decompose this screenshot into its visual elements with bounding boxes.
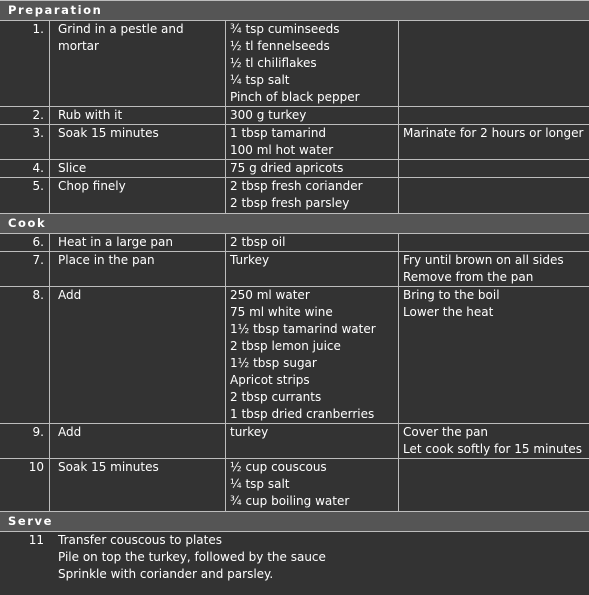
step-action [58, 160, 86, 177]
column-divider [398, 160, 399, 177]
step-number: 3. [32, 126, 44, 140]
step-number: 6. [32, 235, 44, 249]
step-row [0, 424, 589, 459]
step-action-line: Rub with it [58, 108, 123, 122]
column-divider [398, 287, 399, 423]
step-action-line: Chop finely [58, 179, 126, 193]
step-ingredients-line: Pinch of black pepper [230, 90, 360, 104]
step-ingredients-line: 75 ml white wine [230, 305, 333, 319]
step-action-line: Sprinkle with coriander and parsley. [58, 567, 274, 581]
step-ingredients-line: 2 tbsp lemon juice [230, 339, 341, 353]
step-ingredients-line: 2 tbsp oil [230, 235, 286, 249]
step-number: 8. [32, 288, 44, 302]
step-row [0, 125, 589, 160]
section-serve [0, 511, 589, 584]
step-action-line: Transfer couscous to plates [58, 533, 222, 547]
step-ingredients [230, 287, 376, 423]
section-header: Preparation [0, 0, 589, 21]
step-action [58, 287, 81, 304]
column-divider [225, 287, 226, 423]
step-number: 9. [32, 425, 44, 439]
step-action [58, 107, 122, 124]
step-action-line: Soak 15 minutes [58, 126, 159, 140]
step-ingredients-line: 1 tbsp dried cranberries [230, 407, 375, 421]
step-ingredients-line: 1½ tbsp sugar [230, 356, 317, 370]
step-ingredients-line: ¾ cup boiling water [230, 494, 350, 508]
column-divider [49, 424, 50, 458]
step-row [0, 532, 589, 584]
step-notes [403, 252, 564, 286]
step-ingredients [230, 252, 269, 269]
step-notes-line: Fry until brown on all sides [403, 253, 564, 267]
step-number: 4. [32, 161, 44, 175]
step-ingredients-line: 250 ml water [230, 288, 310, 302]
step-row [0, 160, 589, 178]
step-notes [403, 287, 500, 321]
step-ingredients-line: ¼ tsp salt [230, 73, 290, 87]
step-action-line: Grind in a pestle and [58, 22, 184, 36]
column-divider [225, 178, 226, 213]
step-ingredients [230, 424, 268, 441]
step-notes [403, 424, 582, 458]
step-ingredients-line: Turkey [230, 253, 270, 267]
column-divider [49, 459, 50, 511]
step-action [58, 125, 159, 142]
column-divider [49, 125, 50, 159]
step-action-line: Add [58, 425, 82, 439]
step-notes [403, 125, 583, 142]
step-notes-line: Cover the pan [403, 425, 489, 439]
step-ingredients [230, 178, 363, 212]
step-ingredients-line: 2 tbsp currants [230, 390, 322, 404]
step-notes-line: Marinate for 2 hours or longer [403, 126, 584, 140]
step-ingredients [230, 459, 349, 510]
section-cook [0, 213, 589, 511]
step-ingredients-line: Apricot strips [230, 373, 310, 387]
step-ingredients-line: 1½ tbsp tamarind water [230, 322, 376, 336]
column-divider [49, 234, 50, 251]
step-ingredients-line: ¼ tsp salt [230, 477, 290, 491]
step-action-line: mortar [58, 39, 99, 53]
column-divider [49, 21, 50, 106]
step-action-line: Pile on top the turkey, followed by the sauce [58, 550, 326, 564]
step-action [58, 21, 184, 55]
step-ingredients-line: ½ tl fennelseeds [230, 39, 330, 53]
column-divider [225, 21, 226, 106]
step-ingredients [230, 160, 343, 177]
step-notes-line: Let cook softly for 15 minutes [403, 442, 582, 456]
column-divider [225, 107, 226, 124]
column-divider [398, 125, 399, 159]
column-divider [49, 160, 50, 177]
step-ingredients [230, 125, 333, 159]
step-ingredients-line: 2 tbsp fresh parsley [230, 196, 350, 210]
step-number: 10 [28, 460, 44, 474]
step-ingredients-line: 2 tbsp fresh coriander [230, 179, 363, 193]
column-divider [398, 107, 399, 124]
step-number: 1. [32, 22, 44, 36]
step-action [58, 424, 81, 441]
step-ingredients-line: 75 g dried apricots [230, 161, 344, 175]
step-action [58, 532, 326, 583]
step-row [0, 178, 589, 213]
column-divider [398, 234, 399, 251]
step-number: 5. [32, 179, 44, 193]
step-notes-line: Remove from the pan [403, 270, 534, 284]
step-ingredients-line: 300 g turkey [230, 108, 307, 122]
step-row [0, 21, 589, 107]
step-ingredients-line: ½ tl chiliflakes [230, 56, 317, 70]
column-divider [225, 234, 226, 251]
column-divider [225, 125, 226, 159]
step-number: 11 [28, 533, 44, 547]
step-number: 2. [32, 108, 44, 122]
column-divider [398, 178, 399, 213]
step-action-line: Place in the pan [58, 253, 155, 267]
step-action [58, 178, 126, 195]
step-notes-line: Bring to the boil [403, 288, 500, 302]
column-divider [398, 424, 399, 458]
column-divider [49, 287, 50, 423]
column-divider [225, 424, 226, 458]
step-row [0, 252, 589, 287]
step-ingredients-line: 1 tbsp tamarind [230, 126, 327, 140]
step-ingredients [230, 107, 306, 124]
column-divider [49, 107, 50, 124]
step-action-line: Slice [58, 161, 87, 175]
column-divider [398, 459, 399, 511]
step-row [0, 107, 589, 125]
step-row [0, 287, 589, 424]
section-header: Serve [0, 511, 589, 532]
step-ingredients [230, 234, 285, 251]
step-action [58, 459, 159, 476]
step-ingredients-line: 100 ml hot water [230, 143, 334, 157]
step-row [0, 234, 589, 252]
column-divider [225, 160, 226, 177]
column-divider [49, 178, 50, 213]
step-action-line: Add [58, 288, 82, 302]
step-notes-line: Lower the heat [403, 305, 494, 319]
section-header: Cook [0, 213, 589, 234]
column-divider [225, 459, 226, 511]
step-ingredients-line: turkey [230, 425, 269, 439]
step-ingredients-line: ½ cup couscous [230, 460, 327, 474]
step-ingredients [230, 21, 360, 106]
step-ingredients-line: ¾ tsp cuminseeds [230, 22, 340, 36]
column-divider [225, 252, 226, 286]
step-action [58, 234, 173, 251]
step-action-line: Soak 15 minutes [58, 460, 159, 474]
step-action-line: Heat in a large pan [58, 235, 174, 249]
step-row [0, 459, 589, 511]
column-divider [398, 252, 399, 286]
section-preparation [0, 0, 589, 213]
step-number: 7. [32, 253, 44, 267]
column-divider [49, 252, 50, 286]
column-divider [398, 21, 399, 106]
step-action [58, 252, 155, 269]
